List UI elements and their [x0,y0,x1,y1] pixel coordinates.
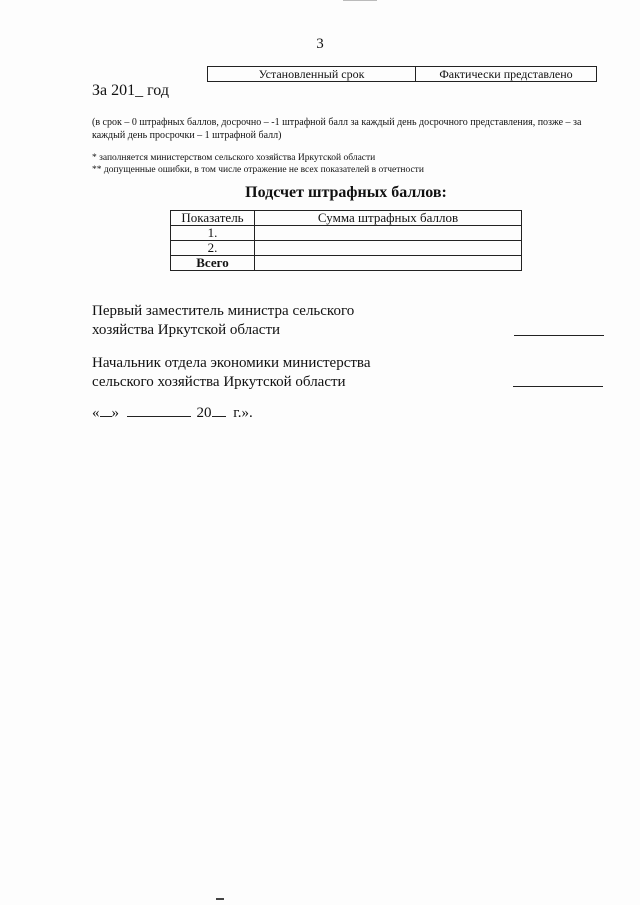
row-total-indicator: Всего [171,256,255,271]
signatory-1-line-1: Первый заместитель министра сельского [92,303,355,319]
scoring-note: (в срок – 0 штрафных баллов, досрочно – -1 штрафной балл за каждый день досрочного представления, позже – за каждый день просрочки – 1 штрафной балл) [92,117,582,141]
signatory-1-title [92,302,354,340]
signatory-1-line-2: хозяйства Иркутской области [92,322,281,338]
signature-line-2 [513,386,603,387]
table-row [171,256,522,271]
table-header-row [171,211,522,226]
day-blank [100,402,112,417]
date-line [92,402,253,422]
footnote-1: * заполняется министерством сельского хозяйства Иркутской области [92,153,376,163]
table-row [171,241,522,256]
year-blank [212,402,226,417]
deadline-set-cell: Установленный срок [208,67,416,82]
header-sum: Сумма штрафных баллов [255,211,522,226]
date-year-prefix: 20 [196,405,212,421]
date-suffix: г.». [233,405,253,421]
date-open-quote: « [92,405,100,421]
scan-artifact-mark [216,898,224,900]
scan-edge-mark [343,0,377,1]
penalty-table [170,210,522,271]
row-1-sum [255,226,522,241]
signatory-2-title [92,354,370,392]
deadline-actual-cell: Фактически представлено [416,67,597,82]
signatory-2-line-1: Начальник отдела экономики министерства [92,355,371,371]
row-1-indicator: 1. [171,226,255,241]
signature-line-1 [514,335,604,336]
date-close-quote: » [111,405,119,421]
footnote-2: ** допущенные ошибки, в том числе отражение не всех показателей в отчетности [92,165,424,175]
penalty-heading: Подсчет штрафных баллов: [245,184,447,201]
row-2-sum [255,241,522,256]
month-blank [127,402,191,417]
header-indicator: Показатель [171,211,255,226]
table-row [171,226,522,241]
row-total-sum [255,256,522,271]
deadline-table [207,66,597,82]
row-2-indicator: 2. [171,241,255,256]
page-number: 3 [316,36,324,52]
signatory-2-line-2: сельского хозяйства Иркутской области [92,374,346,390]
year-line: За 201_ год [92,82,169,99]
